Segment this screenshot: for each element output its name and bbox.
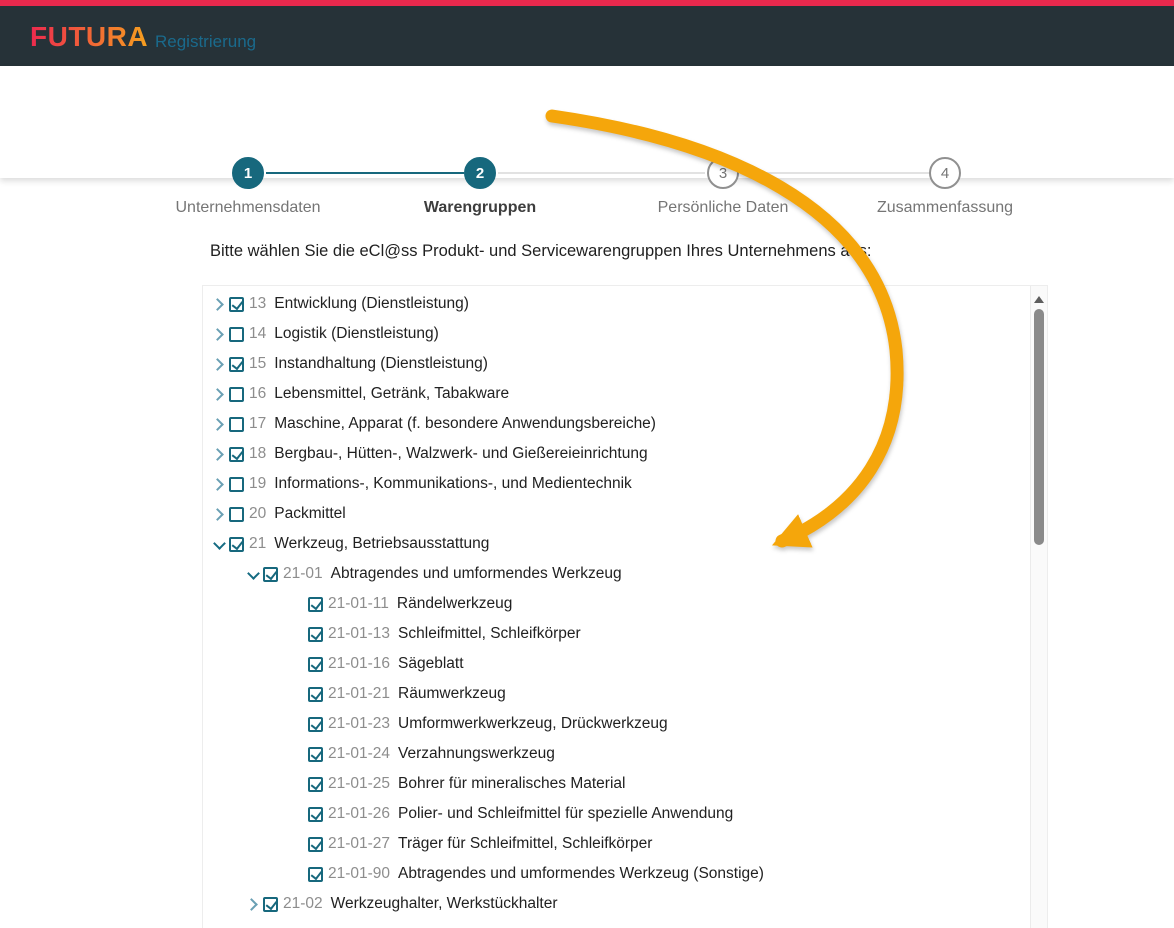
row-code: 21-01-21 (328, 685, 391, 702)
step-1-circle[interactable]: 1 (232, 157, 264, 189)
checkbox[interactable] (229, 537, 244, 552)
futura-logo: FUTURA (30, 21, 149, 52)
page-subtitle: Registrierung (155, 32, 257, 51)
row-code: 21-01-24 (328, 745, 391, 762)
row-label: Instandhaltung (Dienstleistung) (274, 355, 488, 372)
tree-row (203, 649, 1030, 679)
row-label: Lebensmittel, Getränk, Tabakware (274, 385, 510, 402)
row-code: 21-01-26 (328, 805, 391, 822)
tree-row (203, 679, 1030, 709)
row-code: 21-01-27 (328, 835, 391, 852)
checkbox[interactable] (308, 597, 323, 612)
checkbox[interactable] (308, 627, 323, 642)
tree-row (203, 859, 1030, 889)
row-label: Bohrer für mineralisches Material (398, 775, 626, 792)
row-label: Abtragendes und umformendes Werkzeug (Sonstige) (398, 865, 764, 882)
checkbox[interactable] (308, 717, 323, 732)
row-code: 21-01-11 (328, 595, 389, 612)
scrollbar-thumb[interactable] (1034, 309, 1044, 545)
expander-placeholder[interactable] (292, 778, 304, 790)
row-label: Abtragendes und umformendes Werkzeug (330, 565, 622, 582)
tree-row (203, 409, 1030, 439)
tree-row (203, 559, 1030, 589)
row-label: Polier- und Schleifmittel für spezielle Anwendung (398, 805, 734, 822)
checkbox[interactable] (308, 807, 323, 822)
app-header (0, 6, 1174, 66)
checkbox[interactable] (308, 867, 323, 882)
stepper-connector-2-3 (498, 172, 705, 174)
checkbox[interactable] (308, 837, 323, 852)
row-code: 21-01-25 (328, 775, 391, 792)
tree-row (203, 319, 1030, 349)
row-label: Maschine, Apparat (f. besondere Anwendungsbereiche) (274, 415, 656, 432)
expander-placeholder[interactable] (292, 718, 304, 730)
tree-row (203, 799, 1030, 829)
wizard-stepper (0, 66, 1174, 216)
chevron-down-icon[interactable] (247, 568, 259, 580)
expander-placeholder[interactable] (292, 748, 304, 760)
checkbox[interactable] (229, 507, 244, 522)
tree-row (203, 379, 1030, 409)
row-code: 18 (249, 445, 267, 462)
tree-row (203, 709, 1030, 739)
checkbox[interactable] (308, 657, 323, 672)
tree-row (203, 739, 1030, 769)
row-code: 16 (249, 385, 267, 402)
row-code: 21 (249, 535, 267, 552)
chevron-right-icon[interactable] (213, 478, 225, 490)
tree-row (203, 289, 1030, 319)
row-code: 21-01 (283, 565, 323, 582)
step-4-circle[interactable]: 4 (929, 157, 961, 189)
row-code: 14 (249, 325, 267, 342)
row-code: 20 (249, 505, 267, 522)
row-code: 21-01-23 (328, 715, 391, 732)
checkbox[interactable] (263, 567, 278, 582)
tree-row (203, 619, 1030, 649)
row-label: Rändelwerkzeug (396, 595, 513, 612)
row-label: Bergbau-, Hütten-, Walzwerk- und Gießereieinrichtung (274, 445, 648, 462)
warengruppen-tree-panel (202, 285, 1048, 928)
checkbox[interactable] (229, 387, 244, 402)
row-label: Werkzeughalter, Werkstückhalter (330, 895, 558, 912)
step-3-label: Persönliche Daten (657, 199, 789, 216)
chevron-right-icon[interactable] (247, 898, 259, 910)
tree-row (203, 529, 1030, 559)
tree-row (203, 439, 1030, 469)
chevron-right-icon[interactable] (213, 358, 225, 370)
row-label: Werkzeug, Betriebsausstattung (274, 535, 490, 552)
checkbox[interactable] (229, 327, 244, 342)
chevron-right-icon[interactable] (213, 388, 225, 400)
row-code: 21-01-16 (328, 655, 391, 672)
tree-row (203, 499, 1030, 529)
chevron-down-icon[interactable] (213, 538, 225, 550)
row-code: 21-02 (283, 895, 323, 912)
row-code: 15 (249, 355, 267, 372)
row-label: Träger für Schleifmittel, Schleifkörper (398, 835, 653, 852)
row-code: 13 (249, 295, 267, 312)
row-label: Logistik (Dienstleistung) (274, 325, 439, 342)
checkbox[interactable] (308, 687, 323, 702)
tree-row (203, 889, 1030, 919)
row-label: Umformwerkwerkzeug, Drückwerkzeug (398, 715, 668, 732)
checkbox[interactable] (263, 897, 278, 912)
chevron-right-icon[interactable] (213, 298, 225, 310)
step-2-circle[interactable]: 2 (464, 157, 496, 189)
scrollbar-track[interactable] (1030, 286, 1047, 928)
tree-row (203, 829, 1030, 859)
row-code: 17 (249, 415, 267, 432)
chevron-right-icon[interactable] (213, 328, 225, 340)
checkbox[interactable] (229, 417, 244, 432)
expander-placeholder[interactable] (292, 808, 304, 820)
row-label: Entwicklung (Dienstleistung) (274, 295, 469, 312)
row-label: Räumwerkzeug (398, 685, 506, 702)
checkbox[interactable] (229, 297, 244, 312)
tree-row (203, 769, 1030, 799)
step-2-label: Warengruppen (423, 199, 537, 216)
step-4-label: Zusammenfassung (876, 199, 1014, 216)
tree-row (203, 469, 1030, 499)
expander-placeholder[interactable] (292, 628, 304, 640)
checkbox[interactable] (229, 357, 244, 372)
expander-placeholder[interactable] (292, 838, 304, 850)
row-label: Schleifmittel, Schleifkörper (398, 625, 581, 642)
expander-placeholder[interactable] (292, 598, 304, 610)
row-label: Sägeblatt (398, 655, 464, 672)
stepper-connector-3-4 (741, 172, 929, 174)
checkbox[interactable] (308, 777, 323, 792)
row-code: 21-01-90 (328, 865, 391, 882)
tree-row (203, 589, 1030, 619)
step-1-label: Unternehmensdaten (175, 199, 321, 216)
checkbox[interactable] (229, 447, 244, 462)
checkbox[interactable] (308, 747, 323, 762)
row-code: 19 (249, 475, 267, 492)
expander-placeholder[interactable] (292, 868, 304, 880)
row-code: 21-01-13 (328, 625, 391, 642)
tree-row (203, 349, 1030, 379)
step-3-circle[interactable]: 3 (707, 157, 739, 189)
instruction-text: Bitte wählen Sie die eCl@ss Produkt- und Servicewarengruppen Ihres Unternehmens aus: (210, 242, 872, 260)
expander-placeholder[interactable] (292, 688, 304, 700)
checkbox[interactable] (229, 477, 244, 492)
expander-placeholder[interactable] (292, 658, 304, 670)
chevron-right-icon[interactable] (213, 448, 225, 460)
scrollbar-up-arrow-icon[interactable] (1034, 296, 1044, 303)
chevron-right-icon[interactable] (213, 508, 225, 520)
chevron-right-icon[interactable] (213, 418, 225, 430)
row-label: Informations-, Kommunikations-, und Medientechnik (274, 475, 632, 492)
stepper-connector-1-2 (266, 172, 464, 174)
tree-rows (203, 289, 1030, 919)
row-label: Packmittel (274, 505, 346, 522)
row-label: Verzahnungswerkzeug (398, 745, 555, 762)
